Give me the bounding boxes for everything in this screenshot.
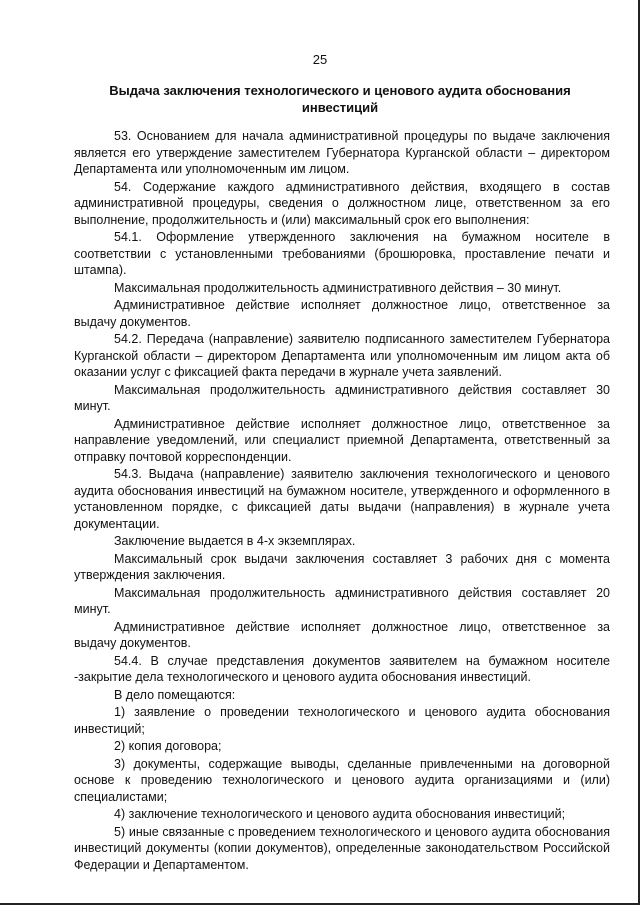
paragraph: Максимальная продолжительность административного действия составляет 30 минут.	[74, 382, 610, 413]
list-item: 4) заключение технологического и ценового аудита обоснования инвестиций;	[114, 807, 566, 821]
document-body	[74, 128, 610, 874]
paragraph: В дело помещаются:	[114, 687, 236, 702]
paragraph: Максимальная продолжительность административного действия – 30 минут.	[114, 280, 562, 295]
paragraph: Максимальный срок выдачи заключения составляет 3 рабочих дня с момента утверждения заключения.	[74, 551, 610, 582]
page-number: 25	[312, 52, 328, 67]
paragraph: Административное действие исполняет должностное лицо, ответственное за направление уведомлений, или специалист приемной Департамента, ответственный за отправку почтовой корреспонденции.	[74, 416, 610, 464]
list-item: 2) копия договора;	[114, 739, 222, 753]
list-item: 5) иные связанные с проведением технологического и ценового аудита обоснования инвестиций документы (копии документов), определенные законодательством Российской Федерации и Департаментом.	[74, 824, 610, 872]
paragraph: Административное действие исполняет должностное лицо, ответственное за выдачу документов.	[74, 619, 610, 650]
paragraph: Максимальная продолжительность административного действия составляет 20 минут.	[74, 585, 610, 616]
paragraph: Заключение выдается в 4-х экземплярах.	[114, 534, 356, 548]
paragraph-54-4: 54.4. В случае представления документов заявителем на бумажном носителе -закрытие дела технологического и ценового аудита обоснования инвестиций.	[74, 653, 610, 684]
paragraph-54-3: 54.3. Выдача (направление) заявителю заключения технологического и ценового аудита обоснования инвестиций на бумажном носителе, утвержденного и оформленного в установленном порядке, с фиксацией даты выдачи (направления) в журнале учета документации.	[74, 467, 610, 531]
paragraph-54-2: 54.2. Передача (направление) заявителю подписанного заместителем Губернатора Курганской области – директором Департамента или уполномоченным им лицом акта об оказании услуг с фиксацией факта передачи в журнале учета заявлений.	[74, 332, 610, 379]
list-item: 3) документы, содержащие выводы, сделанные привлеченными на договорной основе к проведению технологического и ценового аудита организациями и (или) специалистами;	[74, 756, 610, 804]
paragraph-54: 54. Содержание каждого административного действия, входящего в состав административной процедуры, сведения о должностном лице, ответственном за его выполнение, продолжительность и (или) максимальный срок его выполнения:	[74, 179, 610, 227]
section-title: Выдача заключения технологического и ценового аудита обоснования инвестиций	[109, 83, 571, 115]
paragraph-53: 53. Основанием для начала административной процедуры по выдаче заключения является его утверждение заместителем Губернатора Курганской области – директором Департамента или уполномоченным им лицом.	[74, 129, 610, 176]
list-item: 1) заявление о проведении технологического и ценового аудита обоснования инвестиций;	[74, 705, 610, 736]
paragraph: Административное действие исполняет должностное лицо, ответственное за выдачу документов.	[74, 298, 610, 329]
paragraph-54-1: 54.1. Оформление утвержденного заключения на бумажном носителе в соответствии с установленными требованиями (брошюровка, проставление печати и штампа).	[74, 230, 610, 277]
